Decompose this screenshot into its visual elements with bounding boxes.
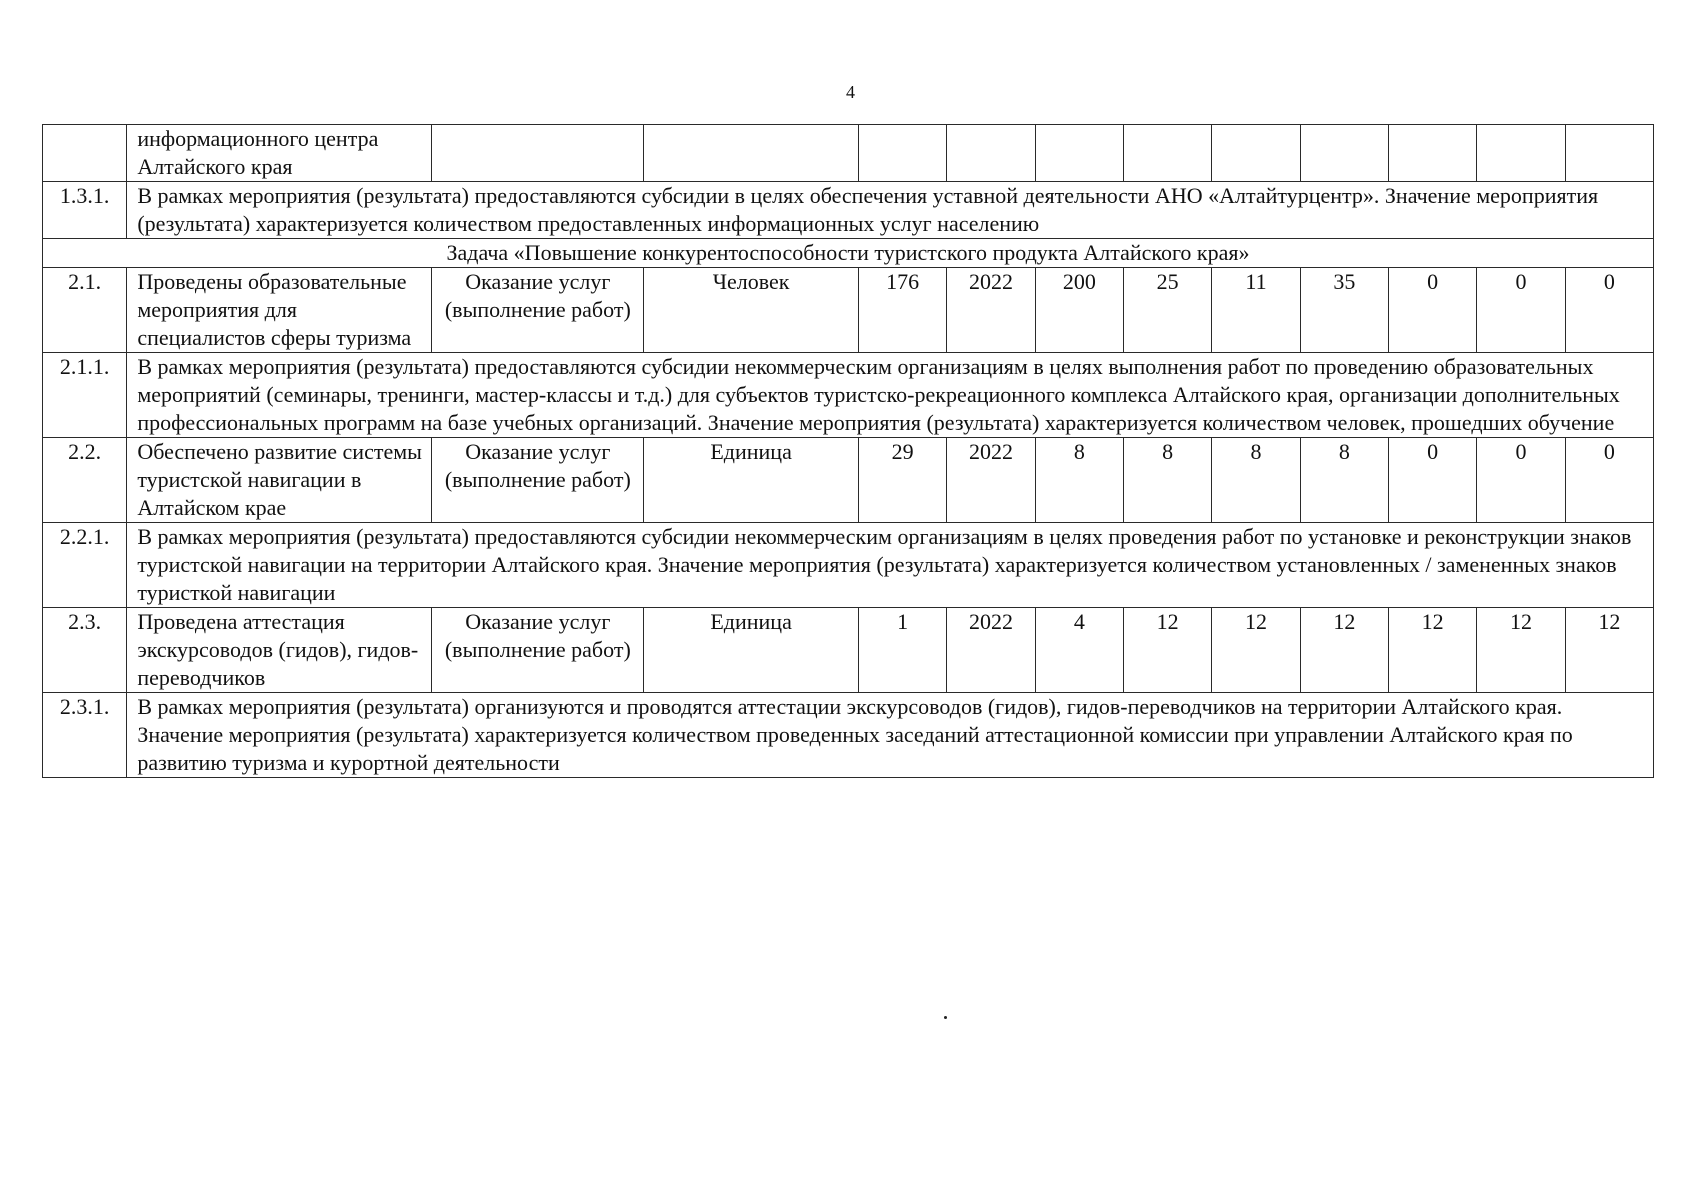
row-name: информационного центра Алтайского края [127, 125, 432, 182]
row-value: 2022 [947, 268, 1035, 353]
table-row [43, 608, 1654, 693]
row-value: 2022 [947, 438, 1035, 523]
row-number: 1.3.1. [43, 182, 127, 239]
row-description: В рамках мероприятия (результата) предоставляются субсидии некоммерческим организациям в целях выполнения работ по проведению образовательных мероприятий (семинары, тренинги, мастер-классы и т.д.) для субъектов туристско-рекреационного комплекса Алтайского края, организации дополнительных профессиональных программ на базе учебных организаций. Значение мероприятия (результата) характеризуется количеством человек, прошедших обучение [127, 353, 1654, 438]
row-number: 2.1. [43, 268, 127, 353]
row-value: 12 [1565, 608, 1653, 693]
task-header: Задача «Повышение конкурентоспособности туристского продукта Алтайского края» [43, 239, 1654, 268]
row-type: Оказание услуг (выполнение работ) [432, 268, 644, 353]
row-value: 200 [1035, 268, 1123, 353]
row-name: Проведена аттестация экскурсоводов (гидов), гидов-переводчиков [127, 608, 432, 693]
row-value: 35 [1300, 268, 1388, 353]
row-value: 11 [1212, 268, 1300, 353]
row-description: В рамках мероприятия (результата) предоставляются субсидии некоммерческим организациям в целях проведения работ по установке и реконструкции знаков туристской навигации на территории Алтайского края. Значение мероприятия (результата) характеризуется количеством установленных / замененных знаков туристкой навигации [127, 523, 1654, 608]
row-value: 29 [859, 438, 947, 523]
row-value: 8 [1124, 438, 1212, 523]
row-description: В рамках мероприятия (результата) предоставляются субсидии в целях обеспечения уставной деятельности АНО «Алтайтурцентр». Значение мероприятия (результата) характеризуется количеством предоставленных информационных услуг населению [127, 182, 1654, 239]
results-table [42, 124, 1654, 778]
row-type: Оказание услуг (выполнение работ) [432, 608, 644, 693]
row-value: 2022 [947, 608, 1035, 693]
row-value: 12 [1388, 608, 1476, 693]
row-number: 2.2.1. [43, 523, 127, 608]
description-row [43, 353, 1654, 438]
page-number: 4 [846, 82, 855, 102]
row-value: 25 [1124, 268, 1212, 353]
row-value: 176 [859, 268, 947, 353]
row-description: В рамках мероприятия (результата) организуются и проводятся аттестации экскурсоводов (гидов), гидов-переводчиков на территории Алтайского края. Значение мероприятия (результата) характеризуется количеством проведенных заседаний аттестационной комиссии при управлении Алтайского края по развитию туризма и курортной деятельности [127, 693, 1654, 778]
row-name: Обеспечено развитие системы туристской навигации в Алтайском крае [127, 438, 432, 523]
row-value: 0 [1565, 438, 1653, 523]
row-value: 12 [1300, 608, 1388, 693]
task-header-row [43, 239, 1654, 268]
row-name: Проведены образовательные мероприятия для специалистов сферы туризма [127, 268, 432, 353]
row-value: 0 [1388, 438, 1476, 523]
table-row [43, 268, 1654, 353]
scan-speck [944, 1016, 947, 1019]
row-value: 12 [1212, 608, 1300, 693]
row-value: 0 [1477, 268, 1565, 353]
row-value: 8 [1300, 438, 1388, 523]
table-row-continued [43, 125, 1654, 182]
row-number: 2.3.1. [43, 693, 127, 778]
description-row [43, 693, 1654, 778]
row-number: 2.2. [43, 438, 127, 523]
row-unit: Единица [644, 438, 859, 523]
row-unit: Человек [644, 268, 859, 353]
row-value: 4 [1035, 608, 1123, 693]
row-value: 12 [1477, 608, 1565, 693]
row-number: 2.3. [43, 608, 127, 693]
row-value: 0 [1565, 268, 1653, 353]
row-value: 1 [859, 608, 947, 693]
row-type: Оказание услуг (выполнение работ) [432, 438, 644, 523]
table-row [43, 438, 1654, 523]
row-value: 0 [1477, 438, 1565, 523]
description-row [43, 523, 1654, 608]
row-number: 2.1.1. [43, 353, 127, 438]
row-value: 0 [1388, 268, 1476, 353]
row-unit: Единица [644, 608, 859, 693]
row-number [43, 125, 127, 182]
description-row [43, 182, 1654, 239]
row-value: 8 [1212, 438, 1300, 523]
row-value: 12 [1124, 608, 1212, 693]
row-value: 8 [1035, 438, 1123, 523]
